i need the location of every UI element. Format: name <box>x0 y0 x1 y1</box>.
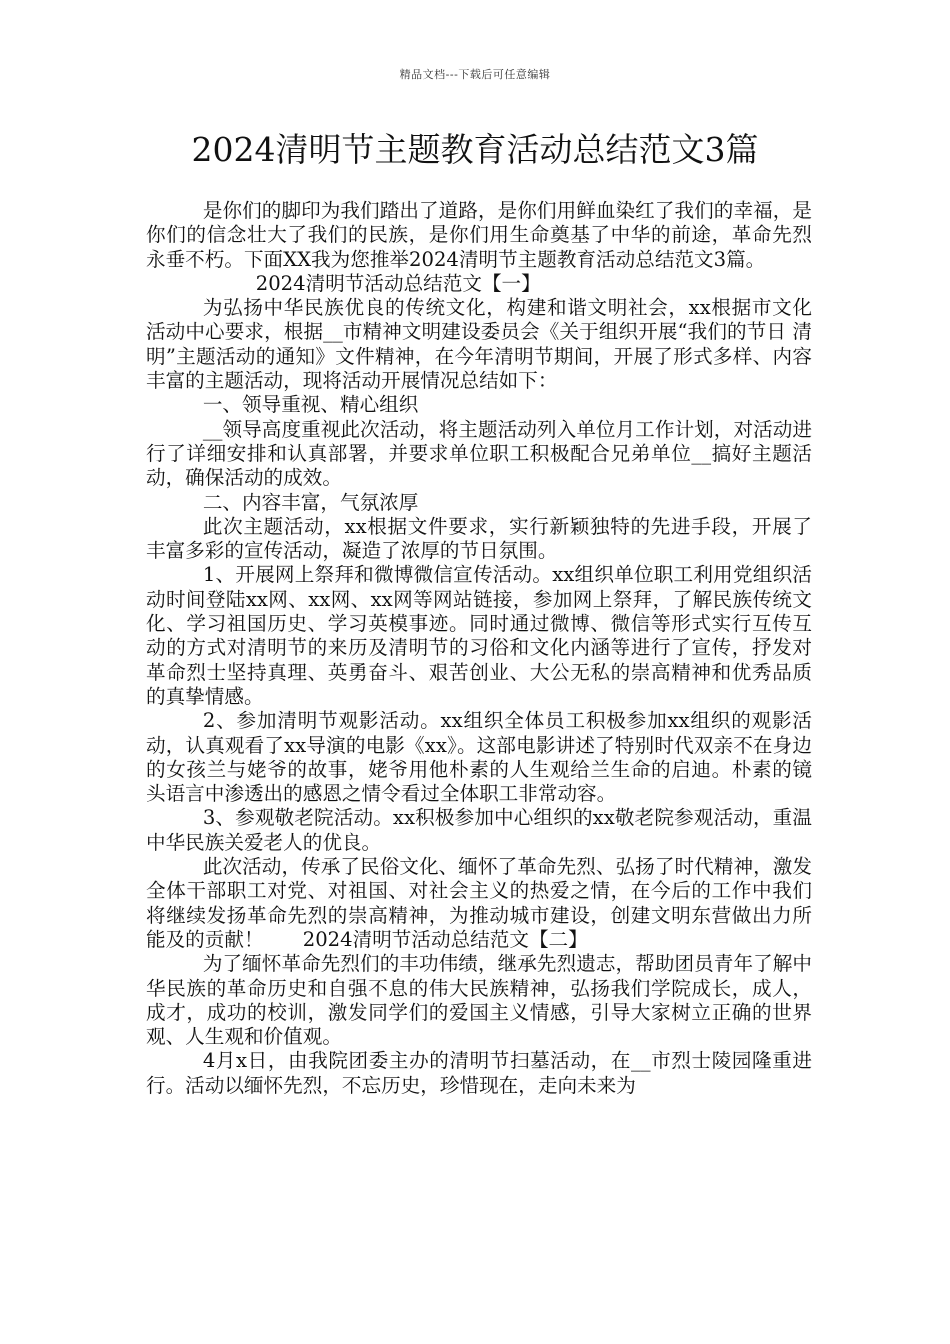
intro-paragraph: 是你们的脚印为我们踏出了道路，是你们用鲜血染红了我们的幸福，是你们的信念壮大了我们的民族，是你们用生命奠基了中华的前途，革命先烈永垂不朽。下面XX我为您推举2024清明节主题教育活动总结范文3篇。 <box>146 199 812 271</box>
section-heading-one: 2024清明节活动总结范文【一】 <box>255 271 541 295</box>
body-paragraph: 3、参观敬老院活动。xx积极参加中心组织的xx敬老院参观活动，重温中华民族关爱老人的优良。 <box>146 806 812 854</box>
body-paragraph: 此次主题活动，xx根据文件要求，实行新颖独特的先进手段，开展了丰富多彩的宣传活动，凝造了浓厚的节日氛围。 <box>146 514 812 563</box>
subheading-content: 二、内容丰富，气氛浓厚 <box>202 490 419 514</box>
body-paragraph: 为了缅怀革命先烈们的丰功伟绩，继承先烈遗志，帮助团员青年了解中华民族的革命历史和自强不息的伟大民族精神，弘扬我们学院成长，成人，成才，成功的校训，激发同学们的爱国主义情感，引导大家树立正确的世界观、人生观和价值观。 <box>146 952 812 1049</box>
body-paragraph: __领导高度重视此次活动，将主题活动列入单位月工作计划，对活动进行了详细安排和认真部署，并要求单位职工积极配合兄弟单位__搞好主题活动，确保活动的成效。 <box>146 417 812 490</box>
subheading-leadership: 一、领导重视、精心组织 <box>202 393 419 417</box>
document-title: 2024清明节主题教育活动总结范文3篇 <box>191 130 759 169</box>
body-paragraph: 为弘扬中华民族优良的传统文化，构建和谐文明社会，xx根据市文化活动中心要求，根据__市精神文明建设委员会《关于组织开展“我们的节日 清明”主题活动的通知》文件精神，在今年清明节期间，开展了形式多样、内容丰富的主题活动，现将活动开展情况总结如下： <box>146 296 812 393</box>
body-paragraph: 1、开展网上祭拜和微博微信宣传活动。xx组织单位职工利用党组织活动时间登陆xx网、xx网、xx网等网站链接，参加网上祭拜，了解民族传统文化、学习祖国历史、学习英模事迹。同时通过微博、微信等形式实行互传互动的方式对清明节的来历及清明节的习俗和文化内涵等进行了宣传，抒发对革命烈士坚持真理、英勇奋斗、艰苦创业、大公无私的崇高精神和优秀品质的真挚情感。 <box>146 563 812 708</box>
body-paragraph: 4月x日，由我院团委主办的清明节扫墓活动，在__市烈士陵园隆重进行。活动以缅怀先烈，不忘历史，珍惜现在，走向未来为 <box>146 1049 812 1097</box>
body-paragraph: 2、参加清明节观影活动。xx组织全体员工积极参加xx组织的观影活动，认真观看了xx导演的电影《xx》。这部电影讲述了特别时代双亲不在身边的女孩兰与姥爷的故事，姥爷用他朴素的人生观给兰生命的启迪。朴素的镜头语言中渗透出的感恩之情令看过全体职工非常动容。 <box>146 709 812 806</box>
document-body <box>146 199 812 1098</box>
header-note: 精品文档---下载后可任意编辑 <box>399 68 551 81</box>
body-paragraph: 此次活动，传承了民俗文化、缅怀了革命先烈、弘扬了时代精神，激发全体干部职工对党、对祖国、对社会主义的热爱之情，在今后的工作中我们将继续发扬革命先烈的崇高精神，为推动城市建设，创建文明东营做出力所能及的贡献！ 2024清明节活动总结范文【二】 <box>146 855 812 951</box>
